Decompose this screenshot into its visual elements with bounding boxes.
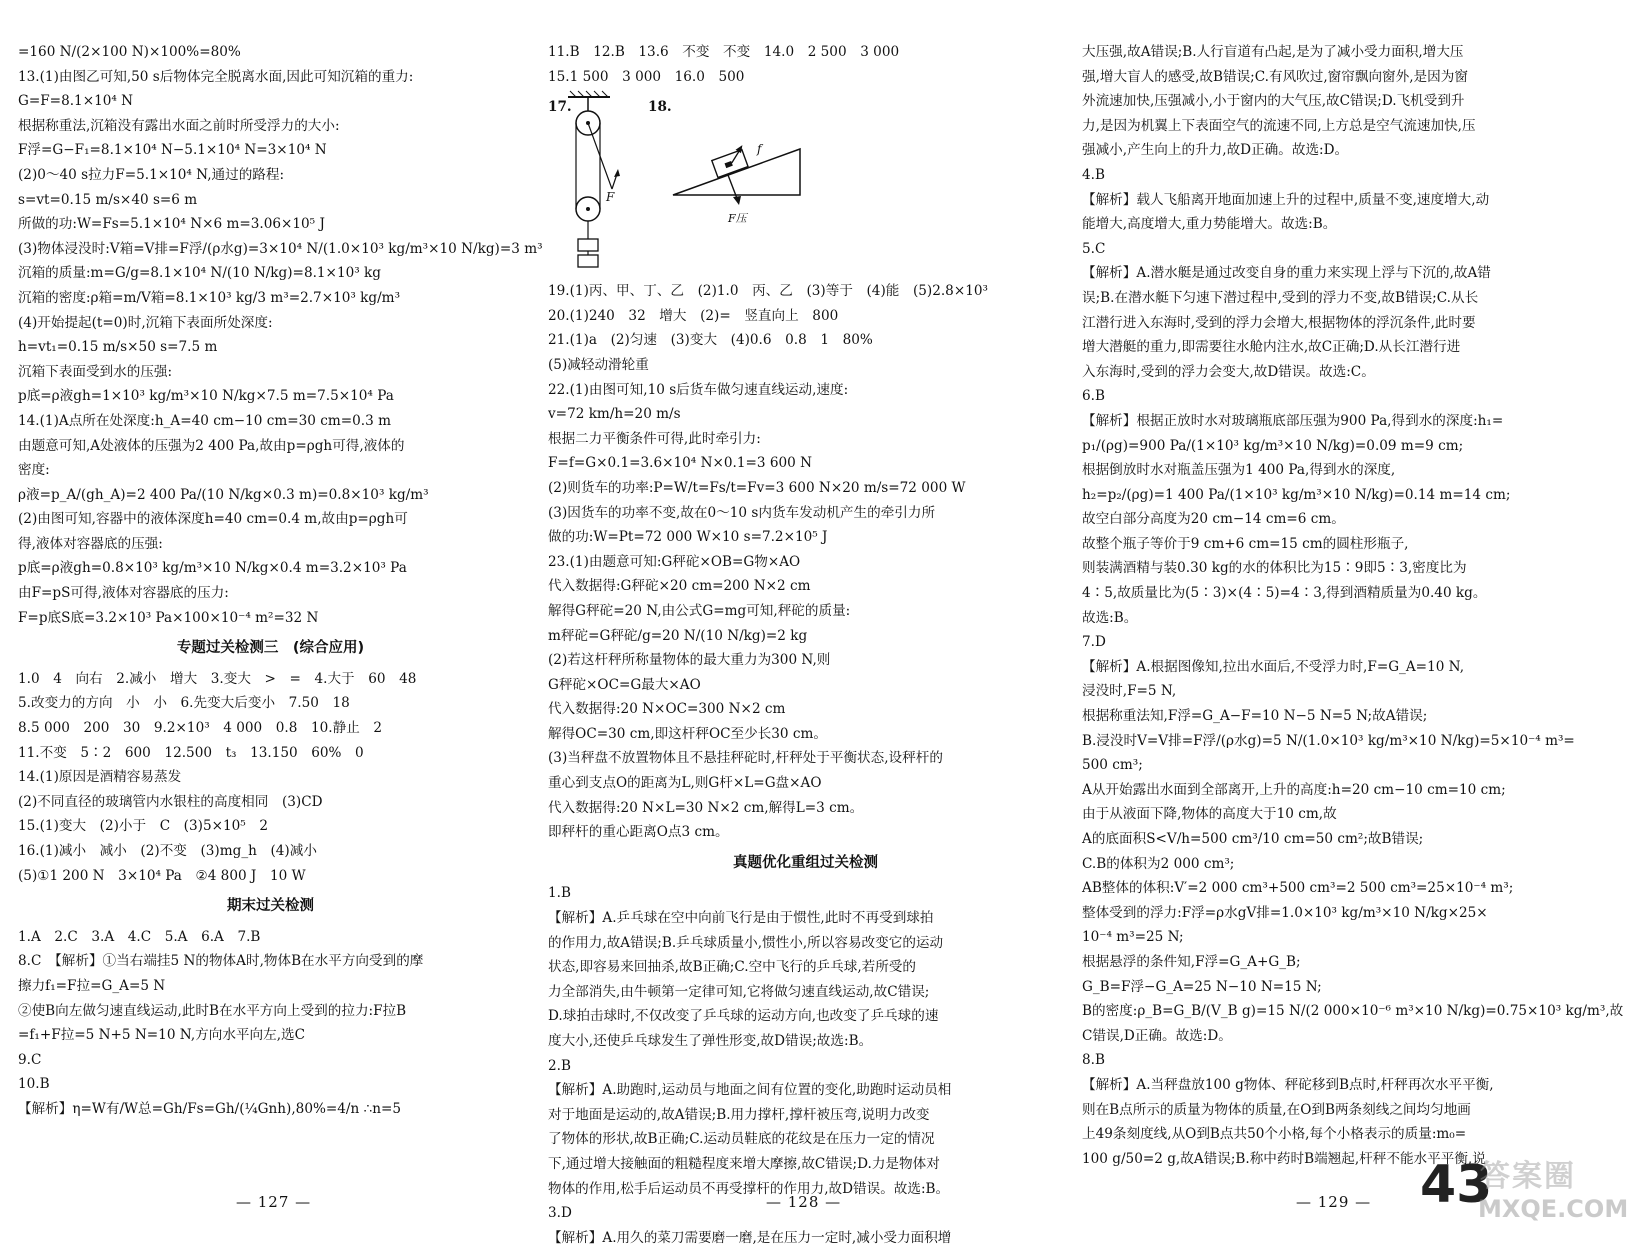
answer-line: 8.B [1082, 1052, 1105, 1069]
answer-line: (2)则货车的功率:P=W/t=Fs/t=Fv=3 600 N×20 m/s=72 000 W [548, 479, 966, 496]
answer-line: (3)因货车的功率不变,故在0～10 s内货车发动机产生的牵引力所 [548, 504, 936, 521]
answer-line: 大压强,故A错误;B.人行盲道有凸起,是为了减小受力面积,增大压 [1082, 44, 1464, 60]
answer-line: 沉箱的质量:m=G/g=8.1×10⁴ N/(10 N/kg)=8.1×10³ kg [18, 265, 381, 282]
answer-line: 密度: [18, 462, 50, 479]
answer-line: 擦力f₁=F拉=G_A=5 N [18, 977, 166, 994]
answer-line: A的底面积S<V/h=500 cm³/10 cm=50 cm²;故B错误; [1082, 831, 1424, 847]
answer-line: (5)减轻动滑轮重 [548, 356, 649, 373]
answer-line: 代入数据得:20 N×L=30 N×2 cm,解得L=3 cm。 [548, 799, 864, 816]
answer-line: 4∶5,故质量比为(5∶3)×(4∶5)=4∶3,得到酒精质量为0.40 kg。 [1082, 585, 1487, 602]
answer-lines-19-onward [548, 279, 1063, 1250]
answer-line: AB整体的体积:V′=2 000 cm³+500 cm³=2 500 cm³=25×10⁻⁴ m³; [1082, 880, 1514, 897]
answer-line: 根据悬浮的条件知,F浮=G_A+G_B; [1082, 953, 1301, 970]
answer-line: 整体受到的浮力:F浮=ρ水gV排=1.0×10³ kg/m³×10 N/kg×25× [1082, 904, 1488, 921]
answer-line: 即秤杆的重心距离O点3 cm。 [548, 824, 729, 841]
answer-line: 根据二力平衡条件可得,此时牵引力: [548, 430, 761, 447]
answer-line: 22.(1)由图可知,10 s后货车做匀速直线运动,速度: [548, 381, 849, 398]
answer-line: 【解析】根据正放时水对玻璃瓶底部压强为900 Pa,得到水的深度:h₁= [1082, 412, 1504, 429]
answer-line: 3.D [548, 1205, 572, 1222]
answer-line: 1.0 4 向右 2.减小 增大 3.变大 > = 4.大于 60 48 [18, 670, 417, 687]
answer-line: s=vt=0.15 m/s×40 s=6 m [18, 191, 198, 208]
answer-line: 下,通过增大接触面的粗糙程度来增大摩擦,故C错误;D.力是物体对 [548, 1155, 940, 1172]
answer-line: 15.(1)变大 (2)小于 C (3)5×10⁵ 2 [18, 818, 268, 835]
answer-line: 沉箱下表面受到水的压强: [18, 363, 173, 380]
answer-line: G_B=F浮−G_A=25 N−10 N=15 N; [1082, 978, 1322, 995]
answer-line: 16.(1)减小 减小 (2)不变 (3)mg_h (4)减小 [18, 843, 317, 859]
answer-line: 的作用力,故A错误;B.乒乓球质量小,惯性小,所以容易改变它的运动 [548, 934, 944, 951]
answer-line: 【解析】A.用久的菜刀需要磨一磨,是在压力一定时,减小受力面积增 [548, 1229, 952, 1246]
answer-line: 100 g/50=2 g,故A错误;B.称中药时B端翘起,杆秤不能水平平衡,说 [1082, 1150, 1486, 1167]
answer-line: 4.B [1082, 166, 1105, 183]
answer-line: (2)由图可知,容器中的液体深度h=40 cm=0.4 m,故由p=ρgh可 [18, 511, 408, 528]
watermark-logo: 答案圈 [1480, 1159, 1576, 1194]
answer-line: 强,增大盲人的感受,故B错误;C.有风吹过,窗帘飘向窗外,是因为窗 [1082, 68, 1468, 85]
answer-line: 10⁻⁴ m³=25 N; [1082, 929, 1184, 946]
answer-line: 重心到支点O的距离为L,则G杆×L=G盘×AO [548, 775, 822, 792]
answer-column-page-127 [18, 40, 543, 1190]
answer-line: 21.(1)a (2)匀速 (3)变大 (4)0.6 0.8 1 80% [548, 332, 873, 349]
answer-line: (3)物体浸没时:V箱=V排=F浮/(ρ水g)=3×10⁴ N/(1.0×10³ kg/m³×10 N/kg)=3 m³ [18, 240, 543, 257]
answer-line: 11.不变 5∶2 600 12.500 t₃ 13.150 60% 0 [18, 744, 364, 761]
answer-line: 【解析】载人飞船离开地面加速上升的过程中,质量不变,速度增大,动 [1082, 191, 1490, 208]
answer-line: C.B的体积为2 000 cm³; [1082, 855, 1235, 872]
answer-line: 得,液体对容器底的压强: [18, 535, 163, 552]
answer-line: (2)不同直径的玻璃管内水银柱的高度相同 (3)CD [18, 793, 323, 810]
answer-figures-17-18 [548, 89, 1063, 279]
answer-line: 13.(1)由图乙可知,50 s后物体完全脱离水面,因此可知沉箱的重力: [18, 68, 414, 85]
answer-line: 23.(1)由题意可知:G秤砣×OB=G物×AO [548, 553, 801, 570]
answer-line: 14.(1)原因是酒精容易蒸发 [18, 769, 182, 786]
watermark [1420, 1151, 1628, 1231]
answer-line: 由于从液面下降,物体的高度大于10 cm,故 [1082, 806, 1337, 823]
answer-line: 物体的作用,松手后运动员不再受撑杆的作用力,故D错误。故选:B。 [548, 1180, 950, 1197]
answer-line: v=72 km/h=20 m/s [548, 406, 681, 423]
answer-line: F浮=G−F₁=8.1×10⁴ N−5.1×10⁴ N=3×10⁴ N [18, 142, 327, 159]
answer-line: 浸没时,F=5 N, [1082, 683, 1177, 700]
answer-column-page-129 [1082, 40, 1624, 1190]
figure-17-label: 17. [548, 99, 572, 116]
watermark-badge: 43 [1420, 1155, 1493, 1215]
answer-line: 故选:B。 [1082, 609, 1138, 626]
answer-line: 由F=pS可得,液体对容器底的压力: [18, 585, 229, 602]
answer-line: 1.B [548, 885, 571, 902]
answer-line: (2)若这杆秤所称量物体的最大重力为300 N,则 [548, 652, 831, 669]
answer-line: 7.D [1082, 634, 1106, 651]
answer-line: (4)开始提起(t=0)时,沉箱下表面所处深度: [18, 314, 273, 331]
figure-18-label: 18. [648, 99, 672, 116]
answer-line: 所做的功:W=Fs=5.1×10⁴ N×6 m=3.06×10⁵ J [18, 216, 325, 233]
answer-line: B.浸没时V=V排=F浮/(ρ水g)=5 N/(1.0×10³ kg/m³×10 N/kg)=5×10⁻⁴ m³= [1082, 732, 1575, 749]
answer-line: 则装满酒精与装0.30 kg的水的体积比为15∶9即5∶3,密度比为 [1082, 560, 1467, 577]
answer-line: h₂=p₂/(ρg)=1 400 Pa/(1×10³ kg/m³×10 N/kg)=0.14 m=14 cm; [1082, 486, 1511, 503]
answer-line: 20.(1)240 32 增大 (2)= 竖直向上 800 [548, 307, 839, 324]
answer-line: ρ液=p_A/(gh_A)=2 400 Pa/(10 N/kg×0.3 m)=0.8×10³ kg/m³ [18, 486, 429, 503]
answer-line: 则在B点所示的质量为物体的质量,在O到B两条刻线之间均匀地画 [1082, 1101, 1471, 1118]
answer-line: 由题意可知,A处液体的压强为2 400 Pa,故由p=ρgh可得,液体的 [18, 437, 405, 454]
answer-line: 根据称重法知,F浮=G_A−F=10 N−5 N=5 N;故A错误; [1082, 708, 1428, 725]
answer-line: 【解析】A.潜水艇是通过改变自身的重力来实现上浮与下沉的,故A错 [1082, 265, 1491, 282]
answer-line: 8.C 【解析】①当右端挂5 N的物体A时,物体B在水平方向受到的摩 [18, 953, 424, 970]
answer-line: 代入数据得:20 N×OC=300 N×2 cm [548, 701, 786, 718]
answer-line: 5.C [1082, 240, 1106, 257]
section-heading: 期末过关检测 [227, 898, 314, 915]
answer-line: (5)①1 200 N 3×10⁴ Pa ②4 800 J 10 W [18, 867, 306, 884]
answer-line: 【解析】A.根据图像知,拉出水面后,不受浮力时,F=G_A=10 N, [1082, 658, 1465, 675]
answer-line: h=vt₁=0.15 m/s×50 s=7.5 m [18, 339, 218, 356]
answer-line: =f₁+F拉=5 N+5 N=10 N,方向水平向左,选C [18, 1027, 306, 1044]
answer-line: 沉箱的密度:ρ箱=m/V箱=8.1×10³ kg/3 m³=2.7×10³ kg/m³ [18, 289, 401, 306]
answer-line: =160 N/(2×100 N)×100%=80% [18, 44, 241, 60]
answer-line: D.球拍击球时,不仅改变了乒乓球的运动方向,也改变了乒乓球的速 [548, 1008, 939, 1025]
answer-line: 根据称重法,沉箱没有露出水面之前时所受浮力的大小: [18, 117, 340, 134]
answer-line: 了物体的形状,故B正确;C.运动员鞋底的花纹是在压力一定的情况 [548, 1131, 935, 1148]
answer-line: (2)0～40 s拉力F=5.1×10⁴ N,通过的路程: [18, 166, 285, 183]
answer-line: 解得OC=30 cm,即这杆秤OC至少长30 cm。 [548, 725, 827, 742]
answer-line: 故整个瓶子等价于9 cm+6 cm=15 cm的圆柱形瓶子, [1082, 535, 1409, 552]
answer-line: m秤砣=G秤砣/g=20 N/(10 N/kg)=2 kg [548, 627, 808, 644]
answer-line: 上49条刻度线,从O到B点共50个小格,每个小格表示的质量:m₀= [1082, 1126, 1467, 1143]
pull-force-label: F [606, 190, 615, 205]
pulley-and-incline-diagram [548, 89, 848, 279]
answer-line: 对于地面是运动的,故A错误;B.用力撑杆,撑杆被压弯,说明力改变 [548, 1106, 930, 1123]
answer-line: 【解析】A.乒乓球在空中向前飞行是由于惯性,此时不再受到球拍 [548, 910, 934, 927]
answer-line: 度大小,还使乒乓球发生了弹性形变,故D错误;故选:B。 [548, 1033, 873, 1049]
answer-line: 【解析】η=W有/W总=Gh/Fs=Gh/(¼Gnh),80%=4/n ∴n=5 [18, 1100, 402, 1117]
answer-line: 故空白部分高度为20 cm−14 cm=6 cm。 [1082, 511, 1345, 528]
answer-line: 500 cm³; [1082, 757, 1143, 774]
friction-force-label: f [757, 142, 762, 157]
answer-line: 11.B 12.B 13.6 不变 不变 14.0 2 500 3 000 [548, 44, 900, 60]
answer-line: 能增大,高度增大,重力势能增大。故选:B。 [1082, 216, 1337, 233]
answer-line: 做的功:W=Pt=72 000 W×10 s=7.2×10⁵ J [548, 529, 828, 546]
answer-line: 5.改变力的方向 小 小 6.先变大后变小 7.50 18 [18, 695, 350, 712]
pressure-force-label: F压 [728, 212, 747, 226]
answer-line: 江潜行进入东海时,受到的浮力会增大,根据物体的浮沉条件,此时要 [1082, 314, 1476, 331]
answer-line: G=F=8.1×10⁴ N [18, 93, 134, 110]
page-number-129: — 129 — [1296, 1193, 1372, 1211]
answer-line: 9.C [18, 1051, 42, 1068]
answer-line: 1.A 2.C 3.A 4.C 5.A 6.A 7.B [18, 928, 261, 945]
answer-line: 根据倒放时水对瓶盖压强为1 400 Pa,得到水的深度, [1082, 462, 1396, 479]
answer-line: 【解析】A.助跑时,运动员与地面之间有位置的变化,助跑时运动员相 [548, 1082, 952, 1099]
answer-line: 误;B.在潜水艇下匀速下潜过程中,受到的浮力不变,故B错误;C.从长 [1082, 289, 1479, 306]
page-number-128: — 128 — [766, 1193, 842, 1211]
answer-line: 代入数据得:G秤砣×20 cm=200 N×2 cm [548, 578, 811, 595]
answer-line: F=f=G×0.1=3.6×10⁴ N×0.1=3 600 N [548, 455, 813, 472]
answer-line: 6.B [1082, 388, 1105, 405]
answer-line: 【解析】A.当秤盘放100 g物体、秤砣移到B点时,杆秤再次水平平衡, [1082, 1076, 1494, 1093]
answer-line: 10.B [18, 1076, 50, 1093]
section-heading: 真题优化重组过关检测 [733, 854, 878, 871]
page-number-127: — 127 — [236, 1193, 312, 1211]
answer-line: 14.(1)A点所在处深度:h_A=40 cm−10 cm=30 cm=0.3 m [18, 412, 391, 429]
answer-line: 力,是因为机翼上下表面空气的流速不同,上方总是空气流速加快,压 [1082, 117, 1476, 134]
answer-line: 2.B [548, 1057, 571, 1074]
answer-line: C错误,D正确。故选:D。 [1082, 1027, 1232, 1044]
answer-line: ②使B向左做匀速直线运动,此时B在水平方向上受到的拉力:F拉B [18, 1002, 407, 1019]
answer-line: 增大潜艇的重力,即需要往水舱内注水,故C正确;D.从长江潜行进 [1082, 339, 1461, 356]
answer-line: 强减小,产生向上的升力,故D正确。故选:D。 [1082, 142, 1349, 159]
answer-lines-11-16 [548, 40, 1063, 89]
answer-line: G秤砣×OC=G最大×AO [548, 676, 701, 693]
answer-line: 状态,即容易来回抽杀,故B正确;C.空中飞行的乒乓球,若所受的 [548, 959, 917, 976]
answer-line: 力全部消失,由牛顿第一定律可知,它将做匀速直线运动,故C错误; [548, 983, 930, 1000]
answer-line: 19.(1)丙、甲、丁、乙 (2)1.0 丙、乙 (3)等于 (4)能 (5)2.8×10³ [548, 283, 988, 300]
answer-line: 8.5 000 200 30 9.2×10³ 4 000 0.8 10.静止 2 [18, 720, 383, 737]
answer-line: F=p底S底=3.2×10³ Pa×100×10⁻⁴ m²=32 N [18, 609, 319, 626]
answer-line: 解得G秤砣=20 N,由公式G=mg可知,秤砣的质量: [548, 602, 851, 619]
answer-line: (3)当秤盘不放置物体且不悬挂秤砣时,杆秤处于平衡状态,设秤杆的 [548, 750, 943, 767]
answer-line: p底=ρ液gh=0.8×10³ kg/m³×10 N/kg×0.4 m=3.2×10³ Pa [18, 560, 407, 577]
answer-line: p底=ρ液gh=1×10³ kg/m³×10 N/kg×7.5 m=7.5×10⁴ Pa [18, 388, 394, 405]
answer-line: A从开始露出水面到全部离开,上升的高度:h=20 cm−10 cm=10 cm; [1082, 781, 1506, 798]
watermark-url: MXQE.COM [1478, 1195, 1628, 1223]
answer-line: 入东海时,受到的浮力会变大,故D错误。故选:C。 [1082, 363, 1375, 380]
answer-line: 外流速加快,压强减小,小于窗内的大气压,故C错误;D.飞机受到升 [1082, 93, 1465, 110]
section-heading: 专题过关检测三 (综合应用) [176, 640, 365, 657]
answer-line: 15.1 500 3 000 16.0 500 [548, 68, 745, 85]
answer-line: B的密度:ρ_B=G_B/(V_B g)=15 N/(2 000×10⁻⁶ m³×10 N/kg)=0.75×10³ kg/m³,故 [1082, 1003, 1624, 1020]
answer-line: p₁/(ρg)=900 Pa/(1×10³ kg/m³×10 N/kg)=0.09 m=9 cm; [1082, 437, 1464, 454]
